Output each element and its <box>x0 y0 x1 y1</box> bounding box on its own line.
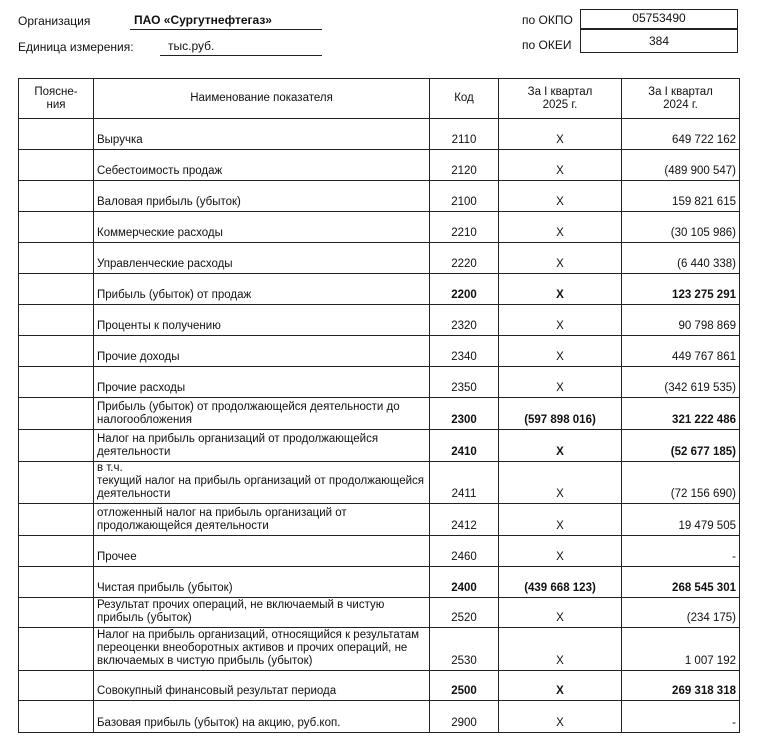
table-row <box>19 598 740 628</box>
cell-prev: 19 479 505 <box>622 504 740 536</box>
cell-code: 2460 <box>430 536 499 567</box>
cell-code: 2520 <box>430 598 499 628</box>
cell-note <box>19 119 94 150</box>
cell-note <box>19 628 94 671</box>
table-body <box>19 119 740 733</box>
cell-name: Чистая прибыль (убыток) <box>94 567 430 598</box>
cell-cur: X <box>499 150 622 181</box>
cell-note <box>19 243 94 274</box>
cell-note <box>19 212 94 243</box>
cell-note <box>19 671 94 701</box>
cell-name: Себестоимость продаж <box>94 150 430 181</box>
cell-name: Коммерческие расходы <box>94 212 430 243</box>
cell-cur: X <box>499 504 622 536</box>
cell-prev: (342 619 535) <box>622 367 740 398</box>
cell-name: Базовая прибыль (убыток) на акцию, руб.коп. <box>94 701 430 733</box>
okpo-box <box>580 9 738 29</box>
cell-name: Прибыль (убыток) от продаж <box>94 274 430 305</box>
cell-name: Налог на прибыль организаций, относящийся к результатам переоценки внеоборотных активов и прочих операций, не включаемых в чистую прибыль (убыток) <box>94 628 430 671</box>
financial-results-table <box>18 78 740 733</box>
cell-name: Проценты к получению <box>94 305 430 336</box>
table-row <box>19 274 740 305</box>
cell-name: Налог на прибыль организаций от продолжающейся деятельности <box>94 430 430 462</box>
cell-cur: X <box>499 462 622 504</box>
cell-note <box>19 598 94 628</box>
cell-prev: 321 222 486 <box>622 398 740 430</box>
table-row <box>19 367 740 398</box>
cell-name: Прочие доходы <box>94 336 430 367</box>
cell-code: 2400 <box>430 567 499 598</box>
cell-note <box>19 536 94 567</box>
table-row <box>19 430 740 462</box>
cell-prev: 269 318 318 <box>622 671 740 701</box>
cell-name: Результат прочих операций, не включаемый в чистую прибыль (убыток) <box>94 598 430 628</box>
cell-prev: 649 722 162 <box>622 119 740 150</box>
header-code: Код <box>430 79 499 119</box>
cell-cur: X <box>499 181 622 212</box>
cell-prev: 449 767 861 <box>622 336 740 367</box>
cell-note <box>19 462 94 504</box>
cell-prev: (234 175) <box>622 598 740 628</box>
cell-name: Совокупный финансовый результат периода <box>94 671 430 701</box>
cell-cur: X <box>499 628 622 671</box>
cell-note <box>19 567 94 598</box>
cell-prev: 268 545 301 <box>622 567 740 598</box>
cell-code: 2412 <box>430 504 499 536</box>
org-value: ПАО «Сургутнефтегаз» <box>134 13 272 27</box>
cell-cur: X <box>499 367 622 398</box>
cell-name: Прочее <box>94 536 430 567</box>
cell-code: 2210 <box>430 212 499 243</box>
cell-code: 2220 <box>430 243 499 274</box>
table-row <box>19 212 740 243</box>
cell-name: Выручка <box>94 119 430 150</box>
okpo-value: 05753490 <box>632 11 686 25</box>
okei-box <box>580 29 738 53</box>
header-name: Наименование показателя <box>94 79 430 119</box>
cell-code: 2120 <box>430 150 499 181</box>
org-underline <box>130 29 322 30</box>
cell-note <box>19 701 94 733</box>
cell-cur: X <box>499 212 622 243</box>
table-header-row <box>19 79 740 119</box>
table-row <box>19 243 740 274</box>
cell-cur: X <box>499 243 622 274</box>
cell-prev: (30 105 986) <box>622 212 740 243</box>
cell-note <box>19 398 94 430</box>
cell-name: Валовая прибыль (убыток) <box>94 181 430 212</box>
cell-name: Управленческие расходы <box>94 243 430 274</box>
unit-label: Единица измерения: <box>18 40 134 54</box>
cell-code: 2110 <box>430 119 499 150</box>
cell-note <box>19 367 94 398</box>
cell-prev: (6 440 338) <box>622 243 740 274</box>
header-note: Поясне- ния <box>19 79 94 119</box>
cell-cur: X <box>499 305 622 336</box>
table-row <box>19 536 740 567</box>
cell-code: 2300 <box>430 398 499 430</box>
table-row <box>19 701 740 733</box>
cell-name: отложенный налог на прибыль организаций от продолжающейся деятельности <box>94 504 430 536</box>
cell-cur: X <box>499 430 622 462</box>
cell-note <box>19 305 94 336</box>
cell-cur: (597 898 016) <box>499 398 622 430</box>
okei-value: 384 <box>648 34 670 48</box>
cell-cur: X <box>499 119 622 150</box>
cell-note <box>19 336 94 367</box>
table-row <box>19 398 740 430</box>
table-row <box>19 150 740 181</box>
cell-code: 2320 <box>430 305 499 336</box>
cell-prev: (52 677 185) <box>622 430 740 462</box>
cell-prev: 123 275 291 <box>622 274 740 305</box>
cell-cur: X <box>499 536 622 567</box>
okpo-label: по ОКПО <box>522 13 573 27</box>
table-row <box>19 119 740 150</box>
cell-code: 2530 <box>430 628 499 671</box>
cell-cur: X <box>499 671 622 701</box>
table-row <box>19 671 740 701</box>
cell-cur: X <box>499 598 622 628</box>
cell-code: 2410 <box>430 430 499 462</box>
table-row <box>19 181 740 212</box>
cell-cur: X <box>499 274 622 305</box>
cell-code: 2500 <box>430 671 499 701</box>
table-row <box>19 504 740 536</box>
cell-note <box>19 504 94 536</box>
table-row <box>19 462 740 504</box>
cell-note <box>19 181 94 212</box>
table-row <box>19 628 740 671</box>
table-row <box>19 567 740 598</box>
cell-code: 2200 <box>430 274 499 305</box>
okei-label: по ОКЕИ <box>522 38 572 52</box>
cell-name: Прибыль (убыток) от продолжающейся деятельности до налогообложения <box>94 398 430 430</box>
cell-prev: 159 821 615 <box>622 181 740 212</box>
header-cur: За I квартал 2025 г. <box>499 79 622 119</box>
cell-cur: X <box>499 701 622 733</box>
cell-note <box>19 274 94 305</box>
cell-code: 2411 <box>430 462 499 504</box>
table-row <box>19 305 740 336</box>
table-row <box>19 336 740 367</box>
cell-code: 2900 <box>430 701 499 733</box>
cell-prev: - <box>622 536 740 567</box>
cell-prev: (489 900 547) <box>622 150 740 181</box>
header-prev: За I квартал 2024 г. <box>622 79 740 119</box>
cell-prev: (72 156 690) <box>622 462 740 504</box>
cell-prev: - <box>622 701 740 733</box>
cell-name: в т.ч. текущий налог на прибыль организаций от продолжающейся деятельности <box>94 462 430 504</box>
cell-name: Прочие расходы <box>94 367 430 398</box>
unit-value: тыс.руб. <box>168 39 215 53</box>
cell-cur: (439 668 123) <box>499 567 622 598</box>
cell-code: 2100 <box>430 181 499 212</box>
cell-code: 2350 <box>430 367 499 398</box>
cell-note <box>19 430 94 462</box>
cell-code: 2340 <box>430 336 499 367</box>
unit-underline <box>160 55 322 56</box>
cell-note <box>19 150 94 181</box>
cell-prev: 90 798 869 <box>622 305 740 336</box>
cell-cur: X <box>499 336 622 367</box>
org-label: Организация <box>18 14 91 28</box>
cell-prev: 1 007 192 <box>622 628 740 671</box>
